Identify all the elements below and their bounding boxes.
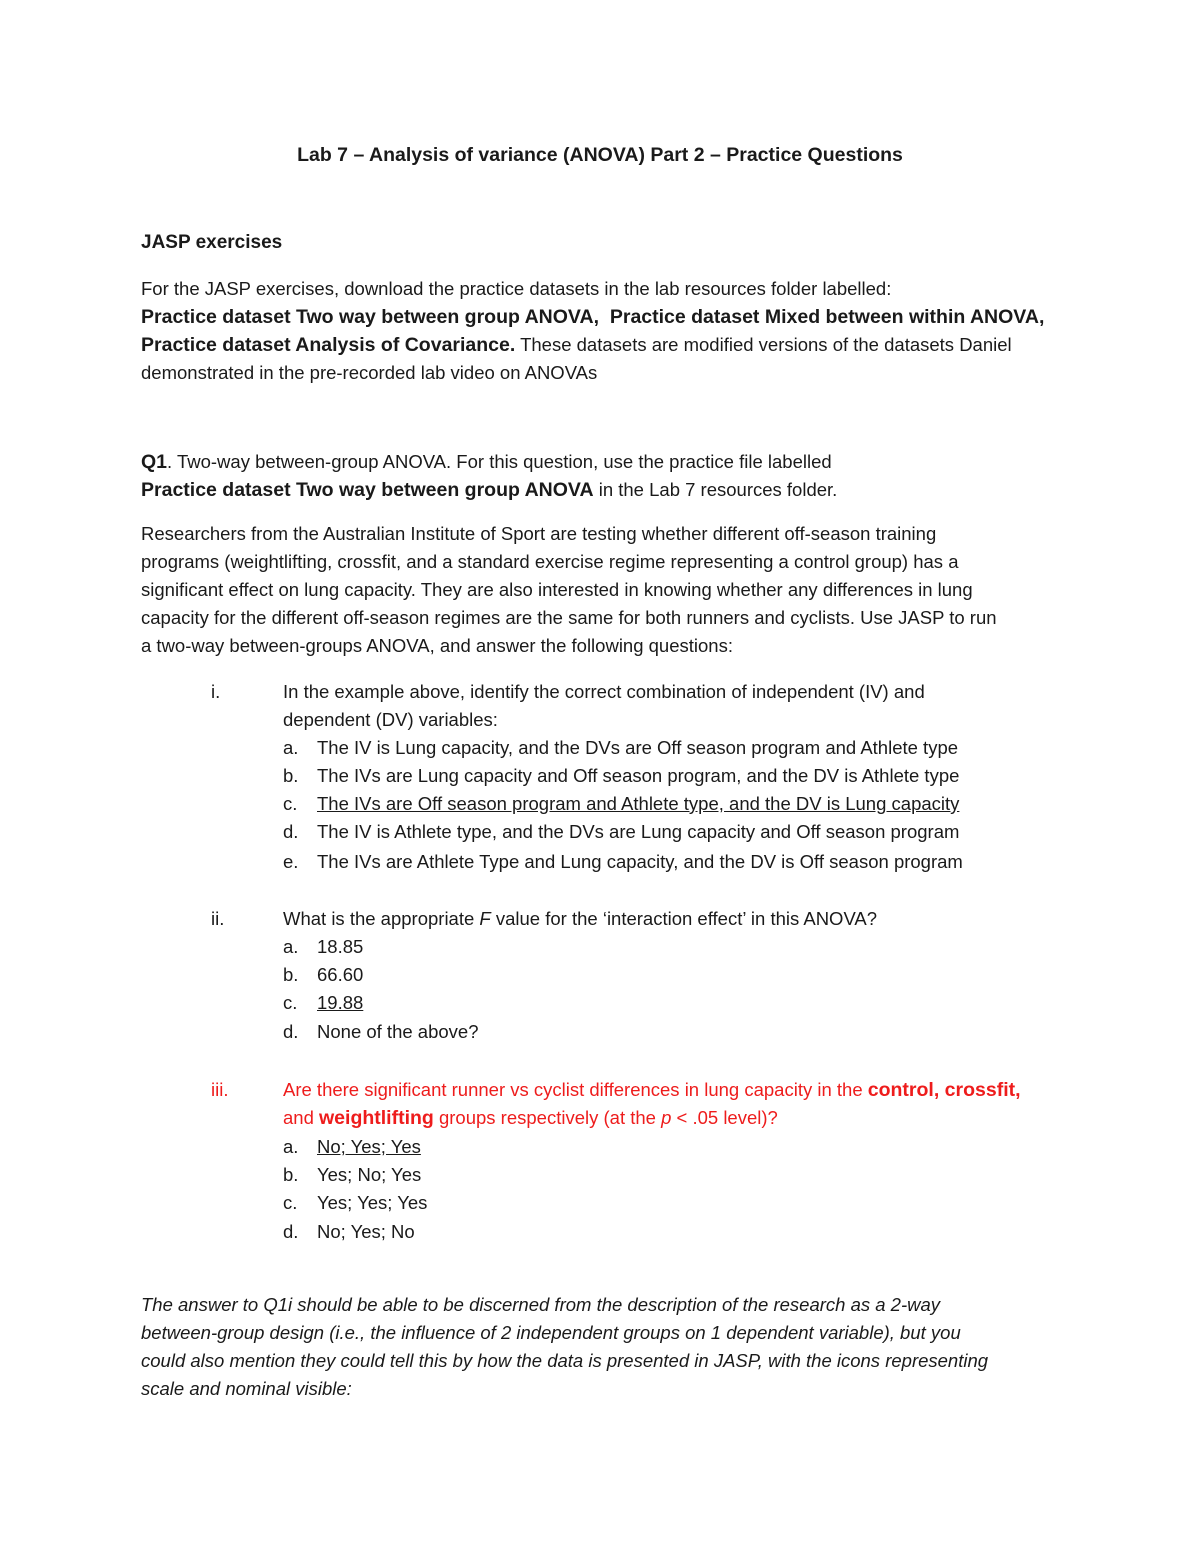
intro-line-1: For the JASP exercises, download the practice datasets in the lab resources folder labelled: — [141, 278, 892, 299]
q1-desc-line: a two-way between-groups ANOVA, and answer the following questions: — [141, 635, 733, 656]
qi-option-c-answer: The IVs are Off season program and Athlete type, and the DV is Lung capacity — [317, 793, 960, 814]
qi-option-d: The IV is Athlete type, and the DVs are Lung capacity and Off season program — [317, 821, 960, 842]
qiii-l2-pre: and — [283, 1107, 320, 1128]
q1-desc-line: Researchers from the Australian Institute of Sport are testing whether different off-season training — [141, 523, 937, 544]
qiii-groups-bold: control, crossfit, — [867, 1079, 1021, 1101]
note-line: between-group design (i.e., the influence of 2 independent groups on 1 dependent variable), but you — [141, 1322, 961, 1343]
q1-file-line — [141, 476, 837, 504]
dataset-mixed: Practice dataset Mixed between within ANOVA, — [609, 306, 1045, 328]
qii-text — [283, 905, 877, 933]
intro-line-2 — [141, 303, 1044, 331]
qii-text-pre: What is the appropriate — [283, 908, 480, 929]
option-letter: d. — [283, 1021, 299, 1042]
intro-line-3 — [141, 331, 1012, 359]
q1-file-rest: in the Lab 7 resources folder. — [593, 479, 838, 500]
qiii-number: iii. — [211, 1079, 229, 1100]
option-letter: a. — [283, 936, 299, 957]
qi-option-e: The IVs are Athlete Type and Lung capacity, and the DV is Off season program — [317, 851, 963, 872]
qii-option-a: 18.85 — [317, 936, 364, 957]
qii-option-b: 66.60 — [317, 964, 364, 985]
q1-desc-line: capacity for the different off-season regimes are the same for both runners and cyclists. Use JASP to run — [141, 607, 997, 628]
qiii-option-a-answer: No; Yes; Yes — [317, 1136, 421, 1157]
qi-option-a: The IV is Lung capacity, and the DVs are Off season program and Athlete type — [317, 737, 959, 758]
page-title: Lab 7 – Analysis of variance (ANOVA) Part 2 – Practice Questions — [297, 144, 903, 166]
option-letter: e. — [283, 851, 299, 872]
q1-intro-rest: . Two-way between-group ANOVA. For this question, use the practice file labelled — [167, 451, 832, 472]
q1-label: Q1 — [141, 451, 168, 473]
intro-line-4: demonstrated in the pre-recorded lab video on ANOVAs — [141, 362, 598, 383]
option-letter: d. — [283, 1221, 299, 1242]
option-letter: c. — [283, 793, 298, 814]
qiii-option-c: Yes; Yes; Yes — [317, 1192, 428, 1213]
qiii-option-d: No; Yes; No — [317, 1221, 415, 1242]
qi-text-line-1: In the example above, identify the correct combination of independent (IV) and — [283, 681, 925, 702]
qii-text-post: value for the ‘interaction effect’ in this ANOVA? — [490, 908, 878, 929]
qiii-text-pre: Are there significant runner vs cyclist differences in lung capacity in the — [283, 1079, 868, 1100]
option-letter: a. — [283, 737, 299, 758]
qiii-text-line-1 — [283, 1076, 1021, 1104]
dataset-ancova: Practice dataset Analysis of Covariance. — [141, 334, 516, 356]
qii-option-c-answer: 19.88 — [317, 992, 364, 1013]
option-letter: b. — [283, 765, 299, 786]
qiii-text-line-2 — [283, 1104, 778, 1132]
option-letter: a. — [283, 1136, 299, 1157]
qi-number: i. — [211, 681, 221, 702]
q1-intro — [141, 448, 832, 476]
note-line: The answer to Q1i should be able to be discerned from the description of the research as a 2-way — [141, 1294, 941, 1315]
qiii-p-symbol: p — [661, 1107, 672, 1128]
option-letter: c. — [283, 992, 298, 1013]
qii-option-d: None of the above? — [317, 1021, 479, 1042]
qii-number: ii. — [211, 908, 225, 929]
qi-option-b: The IVs are Lung capacity and Off season program, and the DV is Athlete type — [317, 765, 960, 786]
intro-line-3-rest: These datasets are modified versions of the datasets Daniel — [515, 334, 1012, 355]
option-letter: c. — [283, 1192, 298, 1213]
qii-f-symbol: F — [479, 908, 491, 929]
qi-text-line-2: dependent (DV) variables: — [283, 709, 498, 730]
option-letter: b. — [283, 1164, 299, 1185]
qiii-option-b: Yes; No; Yes — [317, 1164, 422, 1185]
option-letter: d. — [283, 821, 299, 842]
q1-desc-line: programs (weightlifting, crossfit, and a standard exercise regime representing a control group) has a — [141, 551, 959, 572]
qiii-l2-mid: groups respectively (at the — [433, 1107, 662, 1128]
q1-file-name: Practice dataset Two way between group ANOVA — [141, 479, 594, 501]
option-letter: b. — [283, 964, 299, 985]
note-line: could also mention they could tell this by how the data is presented in JASP, with the icons representing — [141, 1350, 989, 1371]
q1-desc-line: significant effect on lung capacity. They are also interested in knowing whether any differences in lung — [141, 579, 973, 600]
jasp-heading: JASP exercises — [141, 232, 283, 253]
dataset-two-way: Practice dataset Two way between group ANOVA, — [141, 306, 599, 328]
note-line: scale and nominal visible: — [141, 1378, 352, 1399]
qiii-l2-post: < .05 level)? — [671, 1107, 778, 1128]
qiii-weightlifting-bold: weightlifting — [319, 1107, 434, 1129]
